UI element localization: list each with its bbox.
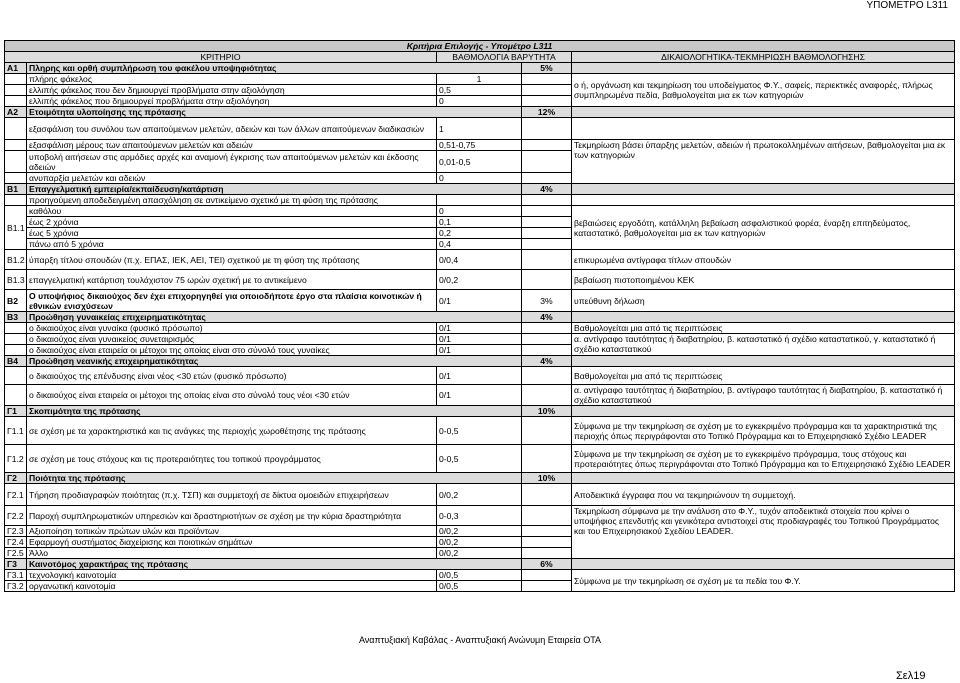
row-code: Β1.2	[5, 250, 27, 270]
row-score: 0/1	[437, 323, 522, 334]
row-label: ο δικαιούχος είναι εταιρεία οι μέτοχοι της οποίας είναι στο σύνολό τους γυναίκες	[27, 345, 437, 356]
row-score: 0/0,2	[437, 526, 522, 537]
row-score: 0,5	[437, 85, 522, 96]
group-label: Προώθηση νεανικής επιχειρηματικότητας	[27, 356, 522, 367]
row-label: προηγούμενη αποδεδειγμένη απασχόληση σε αντικείμενο σχετικό με τη φύση της πρότασης	[27, 195, 437, 206]
row-code: Γ2.5	[5, 548, 27, 559]
row-code: Γ3	[5, 559, 27, 570]
group-weight: 10%	[522, 406, 572, 417]
row-score: 0	[437, 96, 522, 107]
row-score: 0,2	[437, 228, 522, 239]
group-label: Προώθηση γυναικείας επιχειρηματικότητας	[27, 312, 522, 323]
header-weight: ΒΑΘΜΟΛΟΓΙΑ ΒΑΡΥΤΗΤΑ	[437, 52, 572, 63]
row-label: ύπαρξη τίτλου σπουδών (π.χ. ΕΠΑΣ, ΙΕΚ, ΑΕΙ, ΤΕΙ) σχετικού με τη φύση της πρότασης	[27, 250, 437, 270]
row-doc: Σύμφωνα με την τεκμηρίωση σε σχέση με τα πεδία του Φ.Υ.	[572, 570, 955, 592]
row-score: 0/0,2	[437, 270, 522, 290]
row-doc: Βαθμολογείται μια από τις περιπτώσεις	[572, 323, 955, 334]
row-label: υποβολή αιτήσεων στις αρμόδιες αρχές και αναμονή έγκρισης των απαιτούμενων μελετών και έκδοσης αδειών	[27, 151, 437, 173]
group-weight: 4%	[522, 356, 572, 367]
row-score: 0/0,2	[437, 548, 522, 559]
row-doc: α. αντίγραφο ταυτότητας ή διαβατηρίου, β. καταστατικό ή σχέδιο καταστατικού, γ. καταστατικό ή σχέδιο καταστατικού	[572, 334, 955, 356]
row-doc: επικυρωμένα αντίγραφα τίτλων σπουδών	[572, 250, 955, 270]
row-label: ο δικαιούχος είναι εταιρεία οι μέτοχοι της οποίας είναι στο σύνολό τους νέοι <30 ετών	[27, 385, 437, 406]
group-weight: 4%	[522, 312, 572, 323]
row-code: Γ2	[5, 473, 27, 484]
row-score: 1	[437, 74, 522, 85]
row-doc: βεβαίωση πιστοποιημένου ΚΕΚ	[572, 270, 955, 290]
group-label: Σκοπιμότητα της πρότασης	[27, 406, 522, 417]
group-weight: 4%	[522, 184, 572, 195]
header-criterion: ΚΡΙΤΗΡΙΟ	[5, 52, 437, 63]
group-weight: 10%	[522, 473, 572, 484]
page-number: Σελ19	[896, 670, 926, 682]
row-score: 0-0,5	[437, 445, 522, 473]
row-label: ο δικαιούχος είναι γυναίκα (φυσικό πρόσωπο)	[27, 323, 437, 334]
row-code: Β4	[5, 356, 27, 367]
header-docs: ΔΙΚΑΙΟΛΟΓΗΤΙΚΑ-ΤΕΚΜΗΡΙΩΣΗ ΒΑΘΜΟΛΟΓΗΣΗΣ	[572, 52, 955, 63]
row-label: ελλιπής φάκελος που δημιουργεί προβλήματα στην αξιολόγηση	[27, 96, 437, 107]
row-label: οργανωτική καινοτομία	[27, 581, 437, 592]
row-label: εξασφάλιση μέρους των απαιτούμενων μελετών και αδειών	[27, 140, 437, 151]
table-title: Κριτήρια Επιλογής - Υπομέτρο L311	[5, 41, 955, 52]
row-score: 0/1	[437, 367, 522, 385]
row-label: ο δικαιούχος είναι γυναικείος συνεταιρισμός	[27, 334, 437, 345]
row-label: επαγγελματική κατάρτιση τουλάχιστον 75 ωρών σχετική με το αντικείμενο	[27, 270, 437, 290]
row-score: 0	[437, 206, 522, 217]
row-code: Β1.1	[5, 206, 27, 250]
group-label: Ετοιμότητα υλοποίησης της πρότασης	[27, 107, 522, 118]
row-code: Γ1	[5, 406, 27, 417]
row-label: Άλλο	[27, 548, 437, 559]
row-label: Ο υποψήφιος δικαιούχος δεν έχει επιχορηγηθεί για οποιοδήποτε έργο στα πλαίσια κοινοτικών ή εθνικών ενισχύσεων	[27, 290, 437, 312]
row-label: έως 5 χρόνια	[27, 228, 437, 239]
row-code: Γ3.2	[5, 581, 27, 592]
row-doc: Βαθμολογείται μια από τις περιπτώσεις	[572, 367, 955, 385]
row-label: Παροχή συμπληρωματικών υπηρεσιών και δραστηριοτήτων σε σχέση με την κύρια δραστηριότητα	[27, 506, 437, 526]
row-doc: βεβαιώσεις εργοδότη, κατάλληλη βεβαίωση ασφαλιστικού φορέα, έναρξη επιτηδεύματος, καταστατικό, βαθμολογείται μια εκ των κατηγοριών	[572, 206, 955, 250]
row-label: σε σχέση με τους στόχους και τις προτεραιότητες του τοπικού προγράμματος	[27, 445, 437, 473]
row-label: εξασφάλιση του συνόλου των απαιτούμενων μελετών, αδειών και των άλλων απαιτούμενων διαδικασιών	[27, 118, 437, 140]
row-score: 0	[437, 173, 522, 184]
row-score: 0/0,5	[437, 570, 522, 581]
group-weight: 6%	[522, 559, 572, 570]
row-label: τεχνολογική καινοτομία	[27, 570, 437, 581]
row-code: Α2	[5, 107, 27, 118]
row-label: ελλιπής φάκελος που δεν δημιουργεί προβλήματα στην αξιολόγηση	[27, 85, 437, 96]
row-label: έως 2 χρόνια	[27, 217, 437, 228]
group-label: Επαγγελματική εμπειρία/εκπαίδευση/κατάρτιση	[27, 184, 522, 195]
row-label: ανυπαρξία μελετών και αδειών	[27, 173, 437, 184]
row-code: Γ3.1	[5, 570, 27, 581]
row-doc: α. αντίγραφο ταυτότητας ή διαβατηρίου, β. αντίγραφο ταυτότητας ή διαβατηρίου, β. καταστατικό ή σχέδιο καταστατικού	[572, 385, 955, 406]
page-footer: Αναπτυξιακή Καβάλας - Αναπτυξιακή Ανώνυμη Εταιρεία ΟΤΑ	[358, 635, 602, 645]
row-label: πάνω από 5 χρόνια	[27, 239, 437, 250]
row-doc: Αποδεικτικά έγγραφα που να τεκμηριώνουν τη συμμετοχή.	[572, 484, 955, 506]
row-label: Αξιοποίηση τοπικών πρώτων υλών και προϊόντων	[27, 526, 437, 537]
group-label: Ποιότητα της πρότασης	[27, 473, 522, 484]
row-score: 0,1	[437, 217, 522, 228]
row-doc: Σύμφωνα με την τεκμηρίωση σε σχέση με το εγκεκριμένο πρόγραμμα και τα χαρακτηριστικά της περιοχής όπως περιγράφονται στο Τοπικό Πρόγραμμα και το Επιχειρησιακό Σχέδιο LEADER	[572, 417, 955, 445]
row-score: 0,51-0,75	[437, 140, 522, 151]
group-label: Πληρης και ορθή συμπλήρωση του φακέλου υποψηφιότητας	[27, 63, 522, 74]
row-score: 0,4	[437, 239, 522, 250]
row-code: Β1.3	[5, 270, 27, 290]
page-header: ΥΠΟΜΕΤΡΟ L311	[866, 0, 948, 11]
row-doc: Τεκμηρίωση σύμφωνα με την ανάλυση στο Φ.Υ., τυχόν αποδεικτικά στοιχεία που κρίνει ο υποψήφιος επενδυτής και γενικότερα αντιστοιχεί στις προδιαγραφές του Τοπικού Προγράμματος και του Επιχειρησιακού Σχεδίου LEADER.	[572, 506, 955, 559]
row-code: Γ1.1	[5, 417, 27, 445]
group-weight: 12%	[522, 107, 572, 118]
row-code: Α1	[5, 63, 27, 74]
row-doc: υπεύθυνη δήλωση	[572, 290, 955, 312]
row-label: πλήρης φάκελος	[27, 74, 437, 85]
row-score: 0-0,5	[437, 417, 522, 445]
group-weight: 5%	[522, 63, 572, 74]
row-code: Γ1.2	[5, 445, 27, 473]
row-label: σε σχέση με τα χαρακτηριστικά και τις ανάγκες της περιοχής χωροθέτησης της πρότασης	[27, 417, 437, 445]
row-doc: Τεκμηρίωση βάσει ύπαρξης μελετών, αδειών ή πρωτοκολλημένων αιτήσεων, βαθμολογείται μια εκ των κατηγοριών	[572, 140, 955, 184]
row-score: 0/0,5	[437, 581, 522, 592]
row-doc: ο ή, οργάνωση και τεκμηρίωση του υποδείγματος Φ.Υ., σαφείς, περιεκτικές αναφορές, πλήρως συμπληρωμένα πεδία, βαθμολογείται μια εκ των κατηγοριών	[572, 74, 955, 107]
row-score: 0/0,2	[437, 537, 522, 548]
row-score: 0,01-0,5	[437, 151, 522, 173]
row-score: 0/0,2	[437, 484, 522, 506]
row-code: Γ2.2	[5, 506, 27, 526]
row-score: 0/1	[437, 290, 522, 312]
row-label: Τήρηση προδιαγραφών ποιότητας (π.χ. ΤΣΠ) και συμμετοχή σε δίκτυα ομοειδών επιχειρήσεων	[27, 484, 437, 506]
row-label: καθόλου	[27, 206, 437, 217]
row-code: Γ2.4	[5, 537, 27, 548]
row-label: ο δικαιούχος της επένδυσης είναι νέος <30 ετών (φυσικό πρόσωπο)	[27, 367, 437, 385]
row-score: 0/1	[437, 345, 522, 356]
row-code: Γ2.1	[5, 484, 27, 506]
row-score: 0-0,3	[437, 506, 522, 526]
group-label: Καινοτόμος χαρακτήρας της πρότασης	[27, 559, 522, 570]
row-code: Β1	[5, 184, 27, 195]
row-score: 0/1	[437, 385, 522, 406]
row-code: Β2	[5, 290, 27, 312]
row-score: 0/1	[437, 334, 522, 345]
row-code: Β3	[5, 312, 27, 323]
criteria-table	[4, 40, 955, 592]
group-weight: 3%	[522, 290, 572, 312]
row-label: Εφαρμογή συστήματος διαχείρισης και ποιοτικών σημάτων	[27, 537, 437, 548]
row-score: 0/0,4	[437, 250, 522, 270]
row-score: 1	[437, 118, 522, 140]
row-doc: Σύμφωνα με την τεκμηρίωση σε σχέση με το εγκεκριμένο πρόγραμμα, τους στόχους και προτεραιότητες όπως περιγράφονται στο Τοπικό Πρόγραμμα και το Επιχειρησιακό Σχέδιο LEADER	[572, 445, 955, 473]
row-code: Γ2.3	[5, 526, 27, 537]
